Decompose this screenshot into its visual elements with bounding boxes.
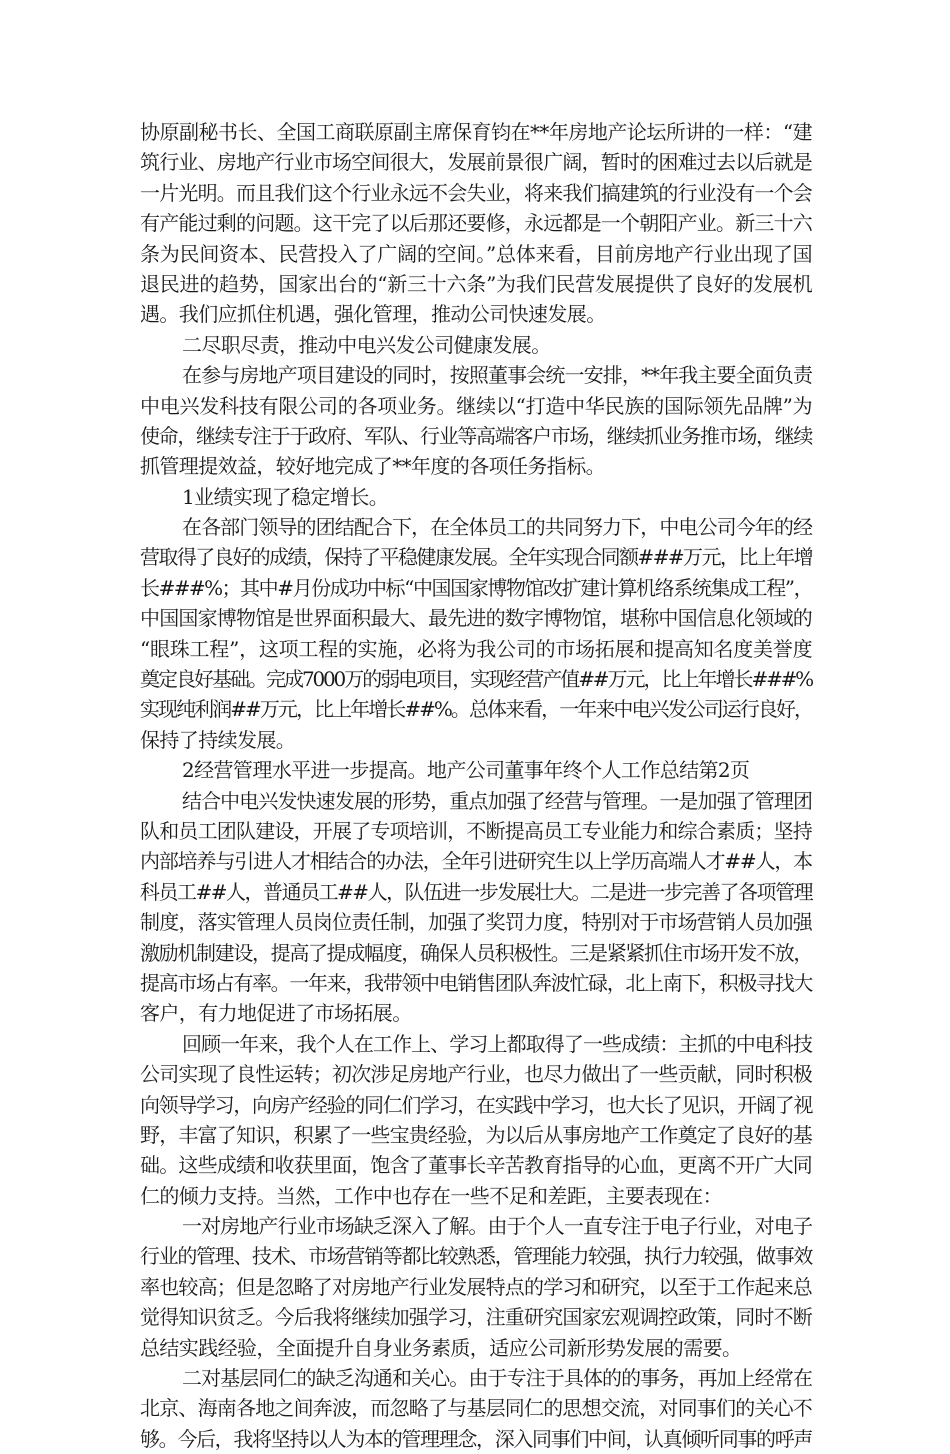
text-line: 率也较高；但是忽略了对房地产行业发展特点的学习和研究，以至于工作起来总 [140,1274,812,1299]
text-line: 结合中电兴发快速发展的形势，重点加强了经营与管理。一是加强了管理团 [182,788,812,813]
text-line: 公司实现了良性运转；初次涉足房地产行业，也尽力做出了一些贡献，同时积极 [140,1062,812,1087]
text-line: 筑行业、房地产行业市场空间很大，发展前景很广阔，暂时的困难过去以后就是 [140,150,812,175]
text-line: 二尽职尽责，推动中电兴发公司健康发展。 [182,332,551,357]
text-line: 总结实践经验，全面提升自身业务素质，适应公司新形势发展的需要。 [140,1335,742,1360]
text-line: 1业绩实现了稳定增长。 [182,484,389,509]
text-line: 础。这些成绩和收获里面，饱含了董事长辛苦教育指导的心血，更离不开广大同 [140,1153,812,1178]
text-line: 北京、海南各地之间奔波，而忽略了与基层同仁的思想交流，对同事们的关心不 [140,1396,812,1421]
text-line: “眼珠工程”，这项工程的实施，必将为我公司的市场拓展和提高知名度美誉度 [140,636,812,661]
text-line: 在各部门领导的团结配合下，在全体员工的共同努力下，中电公司今年的经 [182,515,812,540]
text-line: 科员工##人，普通员工##人，队伍进一步发展壮大。二是进一步完善了各项管理 [140,879,812,904]
text-line: 一对房地产行业市场缺乏深入了解。由于个人一直专注于电子行业，对电子 [182,1214,812,1239]
text-line: 回顾一年来，我个人在工作上、学习上都取得了一些成绩：主抓的中电科技 [182,1031,812,1056]
text-line: 一片光明。而且我们这个行业永远不会失业，将来我们搞建筑的行业没有一个会 [140,180,812,205]
text-line: 激励机制建设，提高了提成幅度，确保人员积极性。三是紧紧抓住市场开发不放， [140,940,812,965]
text-line: 客户，有力地促进了市场拓展。 [140,1001,412,1026]
text-line: 营取得了良好的成绩，保持了平稳健康发展。全年实现合同额###万元，比上年增 [140,545,812,570]
text-line: 向领导学习，向房产经验的同仁们学习，在实践中学习，也大长了见识，开阔了视 [140,1092,812,1117]
text-line: 中电兴发科技有限公司的各项业务。继续以“打造中华民族的国际领先品牌”为 [140,393,812,418]
text-line: 协原副秘书长、全国工商联原副主席保育钧在**年房地产论坛所讲的一样：“建 [140,120,812,144]
text-line: 内部培养与引进人才相结合的办法，全年引进研究生以上学历高端人才##人，本 [140,849,812,874]
text-line: 使命，继续专注于于政府、军队、行业等高端客户市场，继续抓业务推市场，继续 [140,423,812,448]
text-line: 2经营管理水平进一步提高。地产公司董事年终个人工作总结第2页 [182,758,750,783]
document-body [140,117,812,1454]
text-line: 队和员工团队建设，开展了专项培训，不断提高员工专业能力和综合素质；坚持 [140,818,812,843]
text-line: 够。今后，我将坚持以人为本的管理理念，深入同事们中间，认真倾听同事的呼声 [140,1426,812,1451]
text-line: 奠定良好基础。完成7000万的弱电项目，实现经营产值##万元，比上年增长###% [140,667,812,692]
text-line: 实现纯利润##万元，比上年增长##%。总体来看，一年来中电兴发公司运行良好， [140,697,812,722]
text-line: 仁的倾力支持。当然，工作中也存在一些不足和差距，主要表现在： [140,1183,722,1208]
text-line: 提高市场占有率。一年来，我带领中电销售团队奔波忙碌，北上南下，积极寻找大 [140,970,812,995]
text-line: 有产能过剩的问题。这干完了以后那还要修，永远都是一个朝阳产业。新三十六 [140,211,812,236]
text-line: 条为民间资本、民营投入了广阔的空间。”总体来看，目前房地产行业出现了国 [140,241,812,266]
text-line: 中国国家博物馆是世界面积最大、最先进的数字博物馆，堪称中国信息化领域的 [140,606,812,631]
text-line: 行业的管理、技术、市场营销等都比较熟悉，管理能力较强，执行力较强，做事效 [140,1244,812,1269]
text-line: 野，丰富了知识，积累了一些宝贵经验，为以后从事房地产工作奠定了良好的基 [140,1122,812,1147]
text-line: 在参与房地产项目建设的同时，按照董事会统一安排，**年我主要全面负责 [182,363,812,388]
text-line: 觉得知识贫乏。今后我将继续加强学习，注重研究国家宏观调控政策，同时不断 [140,1305,812,1330]
text-line: 二对基层同仁的缺乏沟通和关心。由于专注于具体的的事务，再加上经常在 [182,1366,812,1391]
text-line: 抓管理提效益，较好地完成了**年度的各项任务指标。 [140,454,605,479]
text-line: 制度，落实管理人员岗位责任制，加强了奖罚力度，特别对于市场营销人员加强 [140,910,812,935]
text-line: 退民进的趋势，国家出台的“新三十六条”为我们民营发展提供了良好的发展机 [140,271,812,296]
text-line: 长###%；其中#月份成功中标“中国国家博物馆改扩建计算机络系统集成工程”， [140,575,812,600]
text-line: 遇。我们应抓住机遇，强化管理，推动公司快速发展。 [140,302,606,327]
text-line: 保持了持续发展。 [140,727,296,752]
